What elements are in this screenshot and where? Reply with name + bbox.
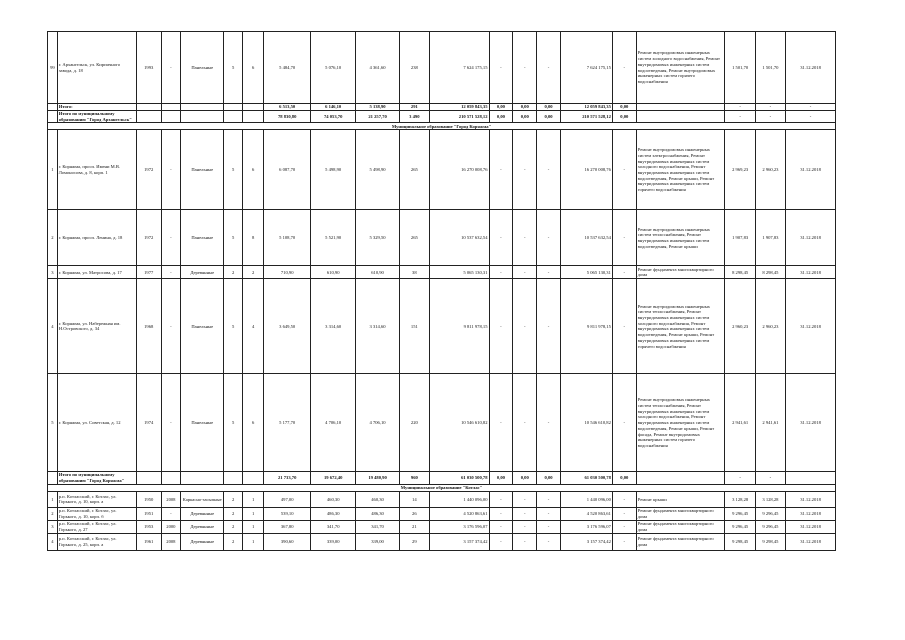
cell-address: г. Архангельск, ул. Кирпичного завода, д. 18 — [57, 32, 136, 104]
cell-address: р.п. Котласский, г. Котлас, ул. Горького, д. 10, корп. б — [57, 507, 136, 520]
cell-work-types: Ремонт внутридомовых инженерных систем теплоснабжения, Ремонт внутридомовых инженерных систем холодного водоснабжения, Ремонт внутридомовых инженерных систем водоотведения, Ремонт крыши, Ремонт внутридомовых инженерных систем горячего водоснабжения — [636, 279, 725, 374]
cell-cost-budget-region: 0,00 — [513, 104, 537, 111]
cell-work-types: Ремонт фундамента многоквартирного дома — [636, 266, 725, 279]
cell-floors: 2 — [224, 266, 242, 279]
cell-cost-budget-local: - — [537, 32, 561, 104]
cell-total-cost: 4 520 863,61 — [429, 507, 489, 520]
cell-completion-date: 31.12.2018 — [786, 279, 836, 374]
cell-cost-budget-local: - — [537, 533, 561, 550]
cell-cost-budget-local: - — [537, 374, 561, 472]
cell-wall-material: Панельные — [181, 279, 224, 374]
cell-area-residential: 460,30 — [356, 491, 399, 507]
cell-total-area: 5 108,70 — [264, 210, 311, 266]
cell-residents: 220 — [399, 374, 429, 472]
cell-entrances: 6 — [242, 130, 264, 210]
cell-unit-cost: 9 298,45 — [725, 533, 755, 550]
cell-wall-material: Деревянные — [181, 533, 224, 550]
cell-unit-cost: 1 501,70 — [725, 32, 755, 104]
cell-entrances — [242, 104, 264, 111]
table-row — [48, 507, 836, 520]
cell-cost-budget-local: - — [537, 266, 561, 279]
cell-residents: 265 — [399, 210, 429, 266]
cell-total-cost: 210 571 528,12 — [429, 111, 489, 123]
cell-cost-budget-region: - — [513, 210, 537, 266]
cell-cost-budget-local: 0,00 — [537, 111, 561, 123]
cell-unit-cost: - — [725, 104, 755, 111]
cell-num: 1 — [48, 130, 58, 210]
cell-work-types — [636, 472, 725, 484]
cell-work-types — [636, 104, 725, 111]
cell-address: р.п. Котласский, г. Котлас, ул. Горького, д. 25, корп. а — [57, 533, 136, 550]
cell-unit-cost: 8 298,45 — [725, 266, 755, 279]
cell-num: 4 — [48, 533, 58, 550]
cell-cost-other: 0,00 — [612, 111, 636, 123]
cell-total-cost: 16 270 008,76 — [429, 130, 489, 210]
cell-area-premises: 5 076,10 — [310, 32, 355, 104]
cell-cost-budget-region: - — [513, 533, 537, 550]
cell-cost-owners: 5 065 130,31 — [560, 266, 612, 279]
cell-area-premises: 460,30 — [310, 491, 355, 507]
cell-floors: 5 — [224, 130, 242, 210]
cell-address: Итого по муниципальному образованию "Город Архангельск" — [57, 111, 136, 123]
cell-completion-date: 31.12.2018 — [786, 533, 836, 550]
cell-address: г. Коряжма, ул. Матросова, д. 17 — [57, 266, 136, 279]
cell-area-premises: 74 053,70 — [310, 111, 355, 123]
cell-unit-cost: 2 941,61 — [725, 374, 755, 472]
cell-num: 2 — [48, 507, 58, 520]
cell-floors: 5 — [224, 279, 242, 374]
cell-cost-budget-local: - — [537, 520, 561, 533]
cell-year-built: 1953 — [136, 520, 161, 533]
cell-cost-budget-local: 0,00 — [537, 104, 561, 111]
cell-cost-fund: - — [489, 520, 513, 533]
cell-cost-other: - — [612, 507, 636, 520]
cell-completion-date: 31.12.2018 — [786, 374, 836, 472]
cell-area-residential: 339,00 — [356, 533, 399, 550]
cell-entrances — [242, 472, 264, 484]
cell-area-premises: 5 498,90 — [310, 130, 355, 210]
cell-year-built: 1977 — [136, 266, 161, 279]
table-row — [48, 266, 836, 279]
cell-total-area: 21 733,70 — [264, 472, 311, 484]
cell-cost-budget-region: - — [513, 520, 537, 533]
cell-cost-budget-region: - — [513, 279, 537, 374]
cell-residents: 26 — [399, 507, 429, 520]
cell-cost-owners: 4 520 863,61 — [560, 507, 612, 520]
cell-cost-owners: 12 059 843,35 — [560, 104, 612, 111]
section-header-row — [48, 123, 836, 130]
total-row — [48, 472, 836, 484]
cell-year-overhaul: - — [161, 266, 180, 279]
cell-area-residential: 5 329,50 — [356, 210, 399, 266]
cell-total-cost: 12 059 843,35 — [429, 104, 489, 111]
cell-wall-material: Панельные — [181, 130, 224, 210]
cell-num: 2 — [48, 210, 58, 266]
cell-area-premises: 486,30 — [310, 507, 355, 520]
cell-wall-material: Деревянные — [181, 507, 224, 520]
cell-cost-fund: - — [489, 210, 513, 266]
cell-num: 99 — [48, 32, 58, 104]
cell-cost-fund: 0,00 — [489, 472, 513, 484]
cell-num — [48, 111, 58, 123]
cell-wall-material: Панельные — [181, 32, 224, 104]
cell-address: г. Коряжма, ул. Набережная им. Н.Островского, д. 34 — [57, 279, 136, 374]
cell-cost-owners: 1 440 096,00 — [560, 491, 612, 507]
cell-max-unit-cost: 8 298,45 — [755, 266, 785, 279]
cell-total-area: 539,10 — [264, 507, 311, 520]
cell-max-unit-cost: - — [755, 104, 785, 111]
cell-work-types: Ремонт внутридомовых инженерных систем теплоснабжения, Ремонт внутридомовых инженерных систем водоотведения, Ремонт крыши — [636, 210, 725, 266]
cell-address: р.п. Котласский, г. Котлас, ул. Горького, д. 27 — [57, 520, 136, 533]
table-row — [48, 491, 836, 507]
cell-unit-cost: - — [725, 472, 755, 484]
cell-total-cost: 7 624 175,15 — [429, 32, 489, 104]
cell-work-types: Ремонт крыши — [636, 491, 725, 507]
cell-year-built — [136, 104, 161, 111]
cell-residents: 151 — [399, 279, 429, 374]
cell-floors: 2 — [224, 507, 242, 520]
cell-entrances: 1 — [242, 507, 264, 520]
cell-total-area: 3 649,50 — [264, 279, 311, 374]
cell-cost-budget-local: - — [537, 491, 561, 507]
cell-area-residential: 341,70 — [356, 520, 399, 533]
cell-entrances: 8 — [242, 210, 264, 266]
cell-year-built: 1961 — [136, 533, 161, 550]
cell-floors — [224, 111, 242, 123]
section-header-row — [48, 484, 836, 491]
cell-wall-material: Панельные — [181, 210, 224, 266]
cell-year-overhaul: - — [161, 374, 180, 472]
cell-year-overhaul: - — [161, 32, 180, 104]
cell-cost-fund: - — [489, 266, 513, 279]
cell-total-cost: 61 030 500,78 — [429, 472, 489, 484]
cell-year-built: 1972 — [136, 210, 161, 266]
cell-completion-date: 31.12.2018 — [786, 507, 836, 520]
cell-cost-fund: - — [489, 130, 513, 210]
cell-address: Итого: — [57, 104, 136, 111]
cell-area-premises: 339,00 — [310, 533, 355, 550]
cell-residents: 291 — [399, 104, 429, 111]
cell-floors: 5 — [224, 210, 242, 266]
cell-entrances: 1 — [242, 491, 264, 507]
cell-year-built — [136, 111, 161, 123]
cell-residents: 3 490 — [399, 111, 429, 123]
cell-area-residential: 486,30 — [356, 507, 399, 520]
cell-floors: 5 — [224, 374, 242, 472]
table-body — [48, 32, 836, 551]
cell-residents: 21 — [399, 520, 429, 533]
cell-total-area: 367,80 — [264, 520, 311, 533]
cell-entrances: 6 — [242, 32, 264, 104]
cell-cost-fund: - — [489, 533, 513, 550]
housing-repair-table — [47, 31, 836, 551]
cell-completion-date: 31.12.2018 — [786, 491, 836, 507]
cell-cost-other: - — [612, 491, 636, 507]
cell-year-built: 1951 — [136, 507, 161, 520]
cell-address: р.п. Котласский, г. Котлас, ул. Горького, д. 10, корп. а — [57, 491, 136, 507]
cell-year-overhaul: 2008 — [161, 491, 180, 507]
cell-completion-date: - — [786, 104, 836, 111]
cell-year-built: 1974 — [136, 374, 161, 472]
cell-area-premises: 5 521,90 — [310, 210, 355, 266]
cell-cost-owners: 9 811 978,15 — [560, 279, 612, 374]
cell-num: 5 — [48, 374, 58, 472]
cell-cost-other: - — [612, 210, 636, 266]
cell-cost-fund: - — [489, 507, 513, 520]
cell-cost-fund: 0,00 — [489, 111, 513, 123]
cell-cost-fund: - — [489, 32, 513, 104]
cell-area-residential: 4 361,60 — [356, 32, 399, 104]
cell-cost-budget-local: - — [537, 507, 561, 520]
cell-year-overhaul: - — [161, 210, 180, 266]
cell-cost-owners: 16 270 008,76 — [560, 130, 612, 210]
cell-cost-budget-local: - — [537, 279, 561, 374]
cell-total-area: 6 087,70 — [264, 130, 311, 210]
cell-cost-budget-region: - — [513, 266, 537, 279]
cell-max-unit-cost: 1 501,70 — [755, 32, 785, 104]
cell-cost-budget-region: - — [513, 130, 537, 210]
cell-entrances: 6 — [242, 374, 264, 472]
table-row — [48, 279, 836, 374]
cell-total-area: 710,90 — [264, 266, 311, 279]
cell-unit-cost: 3 128,28 — [725, 491, 755, 507]
cell-work-types: Ремонт фундамента многоквартирного дома — [636, 507, 725, 520]
cell-year-overhaul — [161, 472, 180, 484]
cell-cost-budget-region: - — [513, 32, 537, 104]
cell-unit-cost: 2 960,23 — [725, 279, 755, 374]
cell-year-overhaul: - — [161, 279, 180, 374]
cell-work-types: Ремонт внутридомовых инженерных систем электроснабжения, Ремонт внутридомовых инженерных систем холодного водоснабжения, Ремонт внутридомовых инженерных систем водоотведения, Ремонт крыши, Ремонт внутридомовых инженерных систем горячего водоснабжения — [636, 130, 725, 210]
cell-cost-budget-local: 0,00 — [537, 472, 561, 484]
cell-cost-other: - — [612, 520, 636, 533]
cell-floors — [224, 104, 242, 111]
cell-year-overhaul — [161, 104, 180, 111]
cell-cost-owners: 7 624 175,15 — [560, 32, 612, 104]
cell-max-unit-cost: 2 960,23 — [755, 130, 785, 210]
section-title: Муниципальное образование "Котлас" — [48, 484, 836, 491]
cell-max-unit-cost: 3 128,28 — [755, 491, 785, 507]
cell-cost-budget-region: - — [513, 374, 537, 472]
table-row — [48, 210, 836, 266]
cell-completion-date: 31.12.2018 — [786, 130, 836, 210]
cell-year-built: 1968 — [136, 279, 161, 374]
cell-entrances: 1 — [242, 533, 264, 550]
cell-completion-date: 31.12.2018 — [786, 266, 836, 279]
cell-floors: 2 — [224, 533, 242, 550]
cell-work-types: Ремонт фундамента многоквартирного дома — [636, 533, 725, 550]
cell-unit-cost: 1 907,83 — [725, 210, 755, 266]
cell-year-overhaul: - — [161, 507, 180, 520]
cell-area-residential: 19 480,90 — [356, 472, 399, 484]
cell-residents: 265 — [399, 130, 429, 210]
cell-cost-budget-region: - — [513, 507, 537, 520]
cell-address: г. Коряжма, просп. Ленина, д. 18 — [57, 210, 136, 266]
cell-wall-material — [181, 104, 224, 111]
cell-entrances: 4 — [242, 279, 264, 374]
cell-year-built — [136, 472, 161, 484]
cell-cost-owners: 10 537 632,54 — [560, 210, 612, 266]
cell-area-residential: 21 257,70 — [356, 111, 399, 123]
cell-year-overhaul: 2000 — [161, 520, 180, 533]
cell-num — [48, 104, 58, 111]
cell-max-unit-cost: 2 941,61 — [755, 374, 785, 472]
cell-total-area: 390,60 — [264, 533, 311, 550]
cell-residents: 960 — [399, 472, 429, 484]
table-row — [48, 130, 836, 210]
cell-year-built: 1972 — [136, 130, 161, 210]
cell-total-area: 497,00 — [264, 491, 311, 507]
cell-address: г. Коряжма, ул. Советская, д. 12 — [57, 374, 136, 472]
cell-wall-material — [181, 111, 224, 123]
cell-floors — [224, 472, 242, 484]
cell-year-built: 1950 — [136, 491, 161, 507]
cell-entrances: 1 — [242, 520, 264, 533]
cell-cost-other: 0,00 — [612, 472, 636, 484]
cell-unit-cost: - — [725, 111, 755, 123]
cell-max-unit-cost: 9 296,45 — [755, 520, 785, 533]
total-row — [48, 111, 836, 123]
cell-total-area: 6 513,50 — [264, 104, 311, 111]
cell-num: 4 — [48, 279, 58, 374]
cell-residents: 29 — [399, 533, 429, 550]
cell-year-overhaul — [161, 111, 180, 123]
cell-year-overhaul: 2008 — [161, 533, 180, 550]
cell-num: 3 — [48, 520, 58, 533]
cell-completion-date — [786, 472, 836, 484]
cell-total-cost: 1 440 096,00 — [429, 491, 489, 507]
cell-cost-owners: 10 546 610,82 — [560, 374, 612, 472]
cell-cost-fund: - — [489, 279, 513, 374]
cell-year-built: 1993 — [136, 32, 161, 104]
cell-cost-fund: - — [489, 374, 513, 472]
cell-cost-budget-region: 0,00 — [513, 472, 537, 484]
cell-num: 3 — [48, 266, 58, 279]
cell-completion-date: 31.12.2018 — [786, 520, 836, 533]
cell-wall-material: Каркасно-засыпные — [181, 491, 224, 507]
cell-cost-other: 0,00 — [612, 104, 636, 111]
cell-max-unit-cost: - — [755, 111, 785, 123]
cell-cost-budget-region: - — [513, 491, 537, 507]
cell-year-overhaul: - — [161, 130, 180, 210]
cell-area-premises: 6 146,10 — [310, 104, 355, 111]
cell-area-residential: 5 138,90 — [356, 104, 399, 111]
cell-wall-material — [181, 472, 224, 484]
cell-entrances — [242, 111, 264, 123]
cell-area-residential: 5 498,90 — [356, 130, 399, 210]
cell-total-cost: 10 537 632,54 — [429, 210, 489, 266]
cell-residents: 238 — [399, 32, 429, 104]
cell-max-unit-cost: 9 298,45 — [755, 533, 785, 550]
cell-wall-material: Деревянные — [181, 520, 224, 533]
cell-area-residential: 3 314,60 — [356, 279, 399, 374]
cell-cost-owners: 61 030 500,78 — [560, 472, 612, 484]
cell-unit-cost: 9 296,45 — [725, 507, 755, 520]
cell-unit-cost: 2 969,23 — [725, 130, 755, 210]
cell-area-residential: 4 706,10 — [356, 374, 399, 472]
cell-address: г. Коряжма, просп. Имени М.В. Ломоносова, д. 8, корп. 1 — [57, 130, 136, 210]
cell-work-types: Ремонт внутридомовых инженерных систем холодного водоснабжения, Ремонт внутридомовых инженерных систем водоотведения, Ремонт внутридомовых инженерных систем горячего водоснабжения — [636, 32, 725, 104]
cell-cost-owners: 210 571 528,12 — [560, 111, 612, 123]
table-row — [48, 533, 836, 550]
table-row — [48, 374, 836, 472]
cell-total-area: 5 177,70 — [264, 374, 311, 472]
cell-floors: 5 — [224, 32, 242, 104]
cell-work-types: Ремонт фундамента многоквартирного дома — [636, 520, 725, 533]
cell-cost-owners: 3 157 374,42 — [560, 533, 612, 550]
cell-wall-material: Деревянные — [181, 266, 224, 279]
cell-max-unit-cost: - — [755, 472, 785, 484]
cell-unit-cost: 9 296,45 — [725, 520, 755, 533]
cell-work-types: Ремонт внутридомовых инженерных систем теплоснабжения, Ремонт внутридомовых инженерных систем холодного водоснабжения, Ремонт внутридомовых инженерных систем водоотведения, Ремонт крыши, Ремонт фасада, Ремонт внутридомовых инженерных систем горячего водоснабжения — [636, 374, 725, 472]
cell-completion-date: - — [786, 111, 836, 123]
table-row — [48, 520, 836, 533]
cell-residents: 38 — [399, 266, 429, 279]
cell-num: 1 — [48, 491, 58, 507]
cell-total-cost: 5 065 130,31 — [429, 266, 489, 279]
cell-max-unit-cost: 1 907,83 — [755, 210, 785, 266]
cell-cost-other: - — [612, 130, 636, 210]
cell-total-area: 78 830,80 — [264, 111, 311, 123]
table-row — [48, 32, 836, 104]
cell-floors: 2 — [224, 491, 242, 507]
cell-cost-budget-region: 0,00 — [513, 111, 537, 123]
cell-max-unit-cost: 9 296,45 — [755, 507, 785, 520]
cell-floors: 2 — [224, 520, 242, 533]
cell-cost-other: - — [612, 266, 636, 279]
cell-cost-other: - — [612, 533, 636, 550]
cell-total-cost: 10 546 610,82 — [429, 374, 489, 472]
cell-area-premises: 19 672,40 — [310, 472, 355, 484]
cell-cost-fund: 0,00 — [489, 104, 513, 111]
cell-entrances: 2 — [242, 266, 264, 279]
cell-max-unit-cost: 2 960,23 — [755, 279, 785, 374]
cell-total-area: 5 484,70 — [264, 32, 311, 104]
cell-work-types — [636, 111, 725, 123]
section-title: Муниципальное образование "Город Коряжма" — [48, 123, 836, 130]
cell-total-cost: 3 176 596,07 — [429, 520, 489, 533]
cell-cost-budget-local: - — [537, 210, 561, 266]
cell-area-premises: 4 706,10 — [310, 374, 355, 472]
cell-area-residential: 610,90 — [356, 266, 399, 279]
cell-completion-date: 31.12.2018 — [786, 210, 836, 266]
cell-total-cost: 9 811 978,15 — [429, 279, 489, 374]
cell-cost-fund: - — [489, 491, 513, 507]
cell-cost-other: - — [612, 279, 636, 374]
cell-cost-owners: 3 176 596,07 — [560, 520, 612, 533]
cell-area-premises: 341,70 — [310, 520, 355, 533]
cell-cost-budget-local: - — [537, 130, 561, 210]
cell-num — [48, 472, 58, 484]
cell-wall-material: Панельные — [181, 374, 224, 472]
cell-area-premises: 3 314,60 — [310, 279, 355, 374]
cell-address: Итого по муниципальному образованию "Город Коряжма" — [57, 472, 136, 484]
cell-total-cost: 3 157 374,42 — [429, 533, 489, 550]
cell-completion-date: 31.12.2018 — [786, 32, 836, 104]
cell-residents: 14 — [399, 491, 429, 507]
cell-cost-other: - — [612, 374, 636, 472]
cell-area-premises: 610,90 — [310, 266, 355, 279]
total-row — [48, 104, 836, 111]
cell-cost-other: - — [612, 32, 636, 104]
